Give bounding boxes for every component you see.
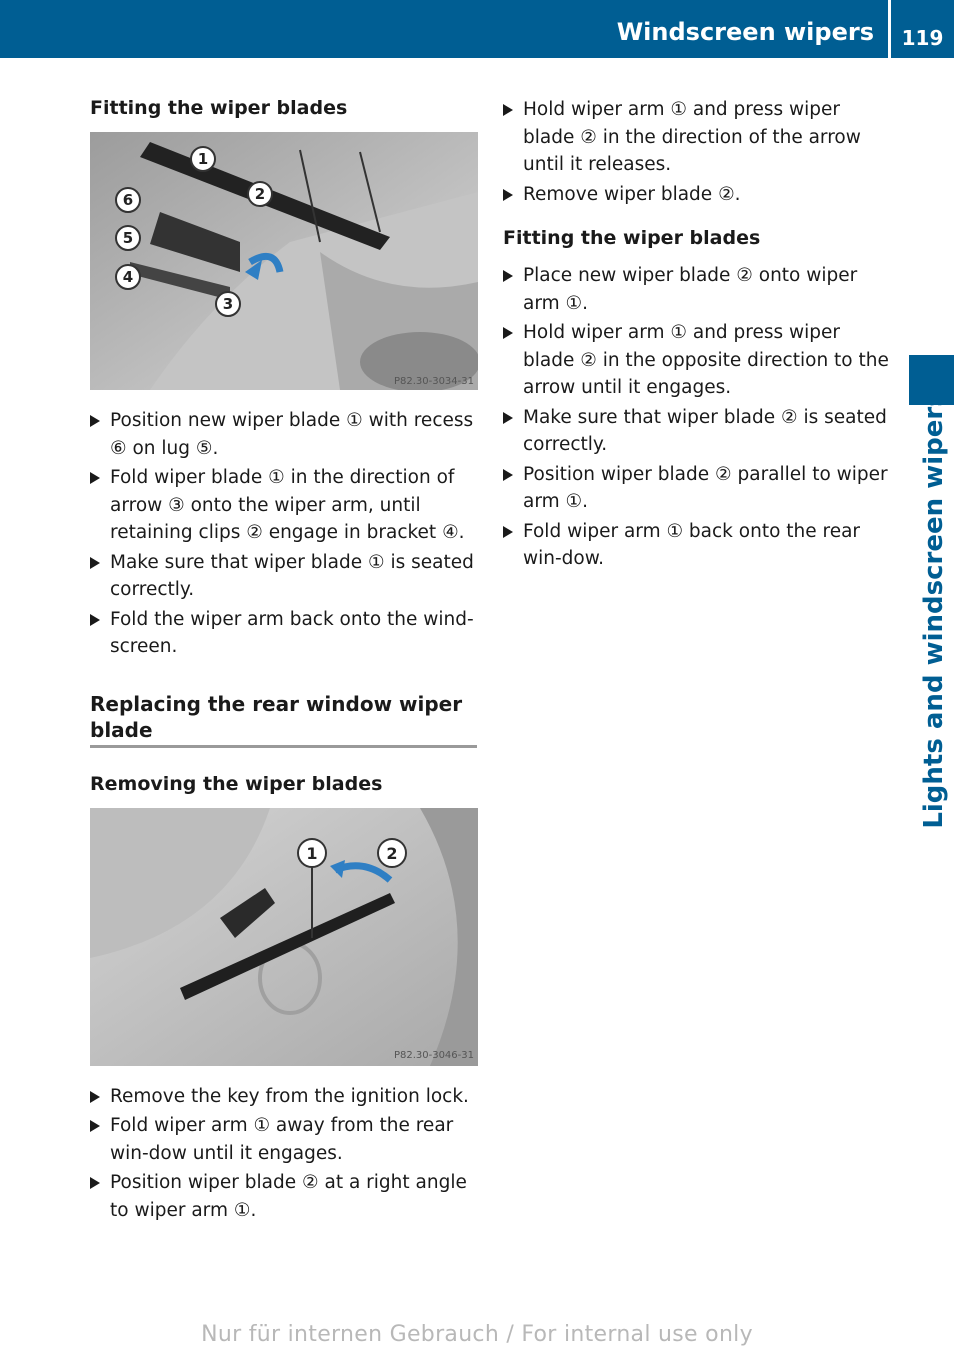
step-item: Fold the wiper arm back onto the wind-screen. xyxy=(90,606,480,661)
step-item: Fold wiper arm ① away from the rear win-dow until it engages. xyxy=(90,1112,480,1167)
callout-1: 1 xyxy=(306,843,318,863)
step-list xyxy=(503,96,893,208)
step-item: Make sure that wiper blade ① is seated correctly. xyxy=(90,549,480,604)
step-item: Make sure that wiper blade ② is seated correctly. xyxy=(503,404,893,459)
fitting-heading-right: Fitting the wiper blades xyxy=(503,227,761,249)
page-number: 119 xyxy=(901,26,944,50)
page-header-title: Windscreen wipers xyxy=(616,18,874,46)
removing-heading: Removing the wiper blades xyxy=(90,772,383,795)
step-item: Position wiper blade ② at a right angle to wiper arm ①. xyxy=(90,1169,480,1224)
callout-4: 4 xyxy=(122,268,134,286)
right-column xyxy=(503,96,893,575)
step-item: Position new wiper blade ① with recess ⑥ on lug ⑤. xyxy=(90,407,480,462)
callout-3: 3 xyxy=(222,295,234,313)
step-item: Remove wiper blade ②. xyxy=(503,181,893,209)
step-list xyxy=(503,262,893,573)
step-item: Fold wiper blade ① in the direction of arrow ③ onto the wiper arm, until retaining clips ② engage in bracket ④. xyxy=(90,464,480,547)
figure-code: P82.30-3046-31 xyxy=(393,1049,474,1061)
step-item: Hold wiper arm ① and press wiper blade ② in the direction of the arrow until it releases. xyxy=(503,96,893,179)
front-wiper-figure xyxy=(90,132,478,390)
step-item: Remove the key from the ignition lock. xyxy=(90,1083,480,1111)
callout-5: 5 xyxy=(122,229,134,247)
rear-wiper-figure xyxy=(90,808,478,1066)
callout-2: 2 xyxy=(386,843,398,863)
step-item: Place new wiper blade ② onto wiper arm ①. xyxy=(503,262,893,317)
footer-watermark: Nur für internen Gebrauch / For internal use only xyxy=(201,1322,753,1347)
step-item: Fold wiper arm ① back onto the rear win-dow. xyxy=(503,518,893,573)
step-list xyxy=(90,407,480,661)
fitting-heading-left: Fitting the wiper blades xyxy=(90,97,348,119)
callout-6: 6 xyxy=(122,191,134,209)
left-column xyxy=(90,96,480,1226)
callout-1: 1 xyxy=(197,150,209,168)
step-item: Hold wiper arm ① and press wiper blade ② in the opposite direction to the arrow until it engages. xyxy=(503,319,893,402)
figure-code: P82.30-3034-31 xyxy=(393,376,474,387)
step-list xyxy=(90,1083,480,1225)
step-item: Position wiper blade ② parallel to wiper arm ①. xyxy=(503,461,893,516)
side-chapter-label: Lights and windscreen wipers xyxy=(919,391,949,829)
callout-2: 2 xyxy=(254,185,266,203)
section-title: Replacing the rear window wiper blade xyxy=(90,691,477,748)
